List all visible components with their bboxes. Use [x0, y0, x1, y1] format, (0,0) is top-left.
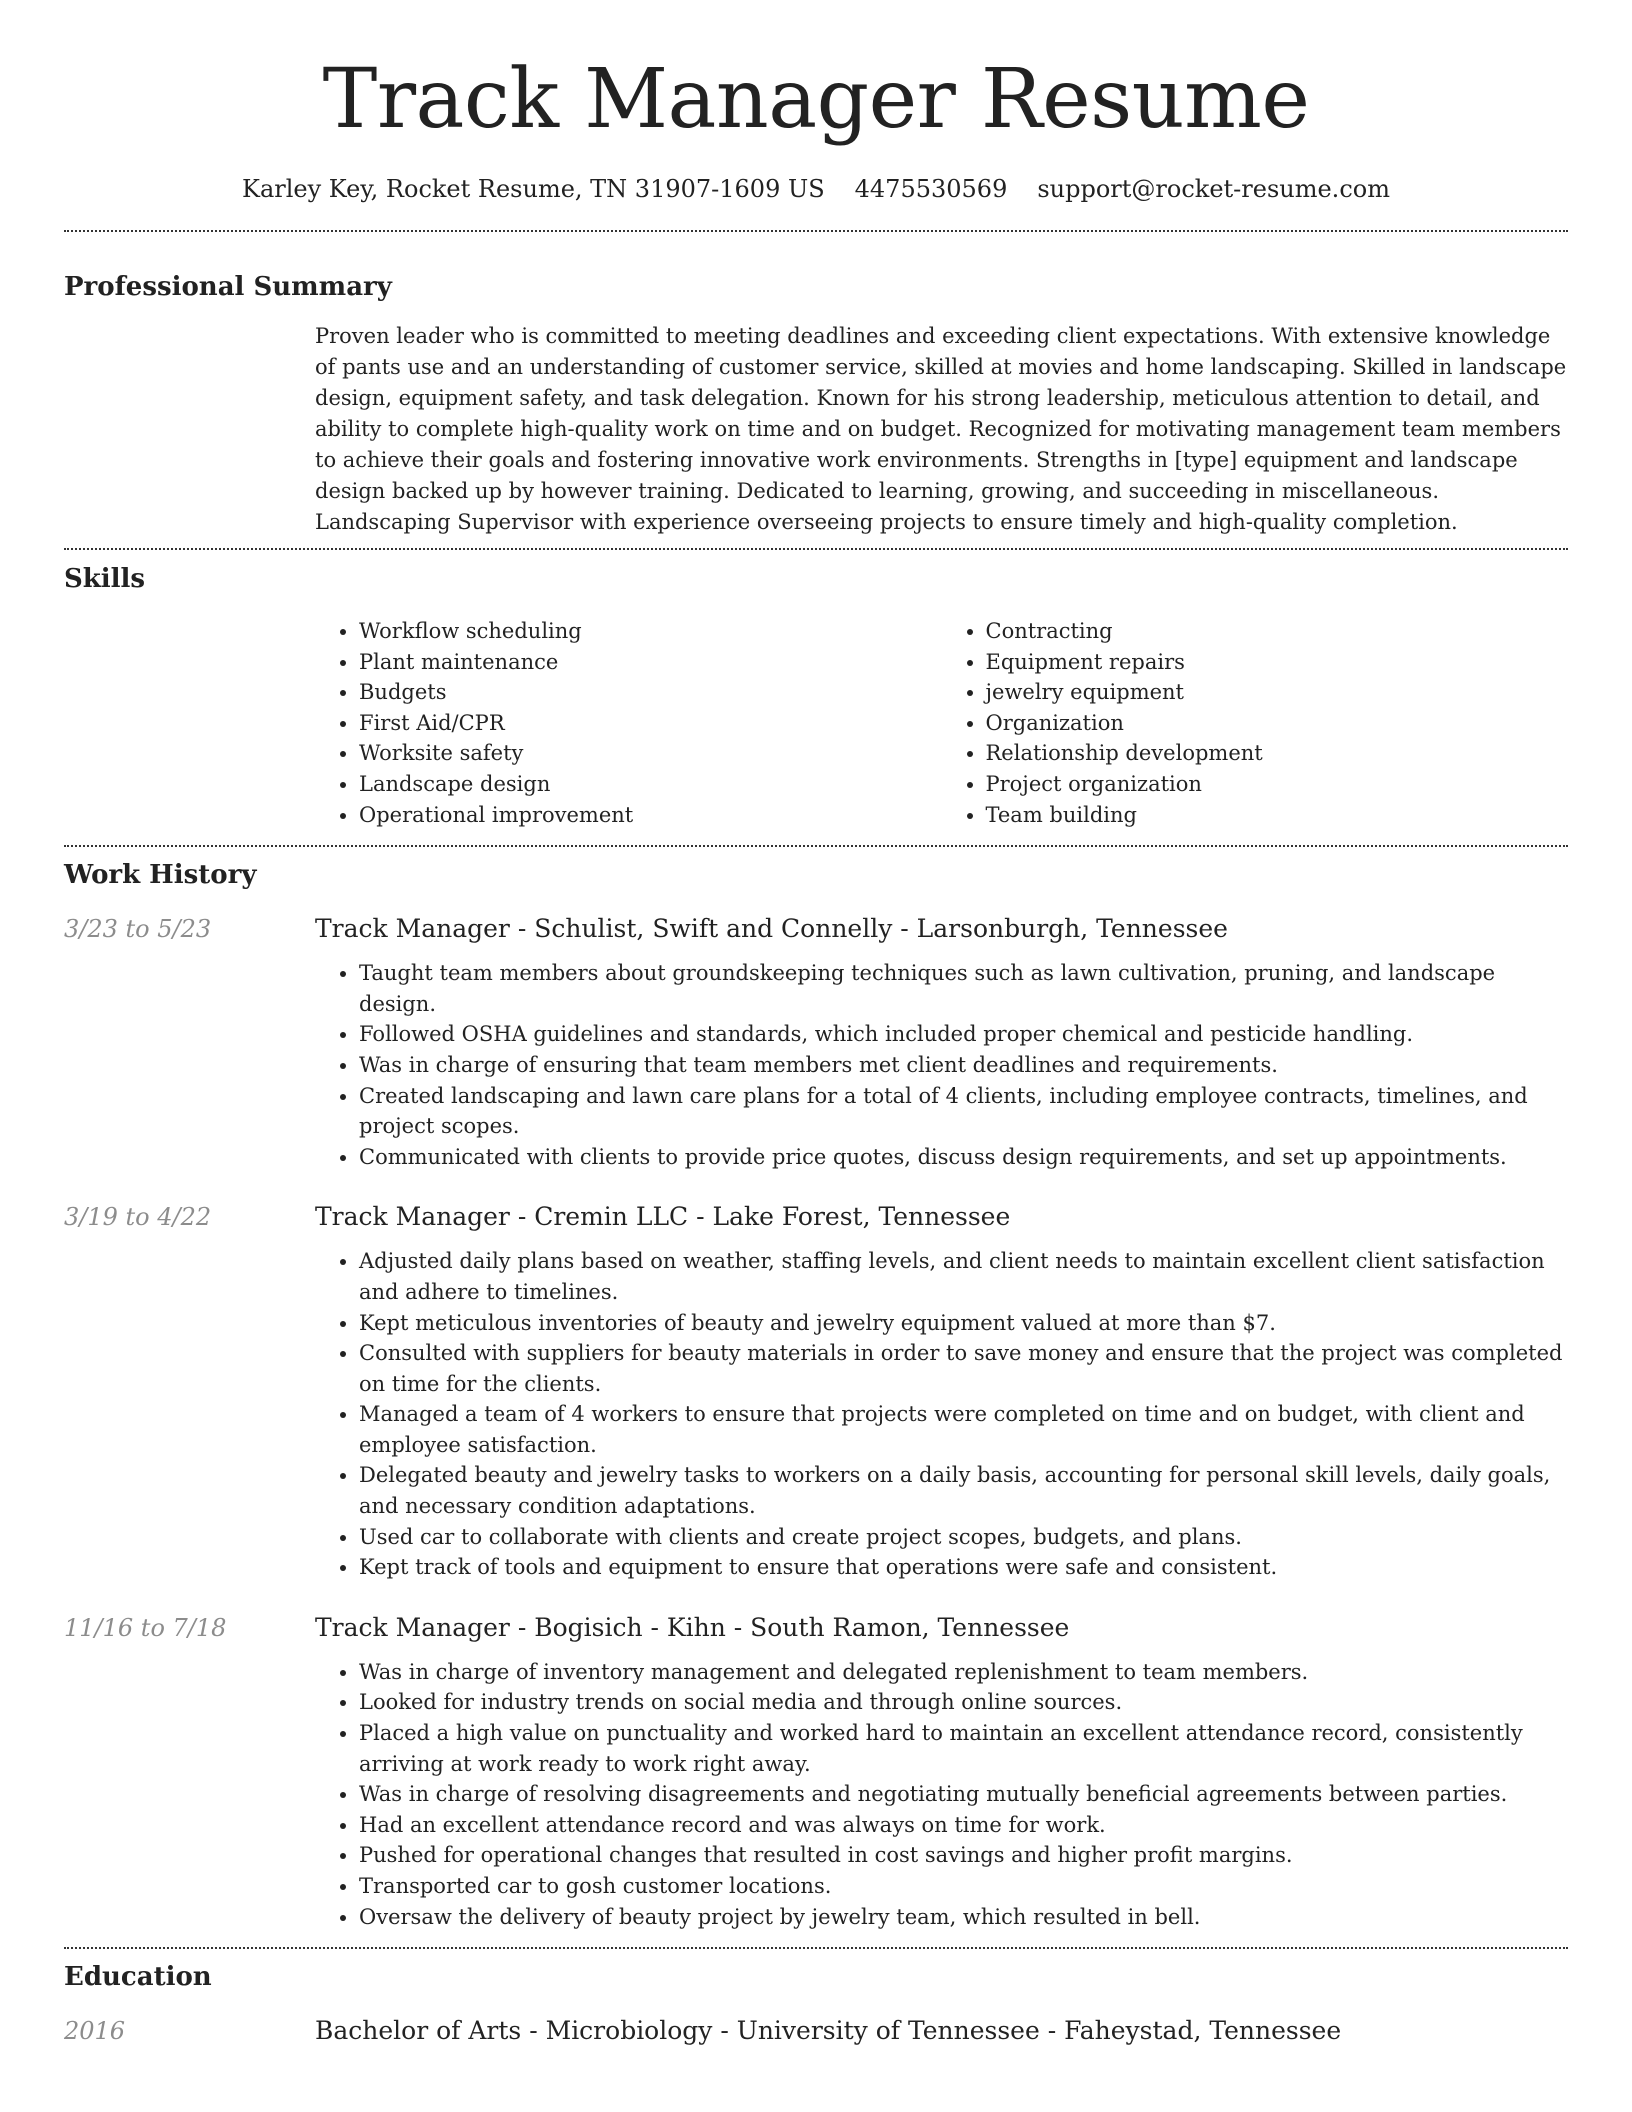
summary-section	[64, 270, 1568, 538]
job-title: Track Manager - Bogisich - Kihn - South Ramon, Tennessee	[315, 1612, 1070, 1642]
job-bullets	[315, 958, 1568, 1172]
list-item: • Taught team members about groundskeeping techniques such as lawn cultivation, pruning, and landscape design.	[359, 958, 1568, 1019]
list-item: • Used car to collaborate with clients and create project scopes, budgets, and plans.	[359, 1522, 1568, 1553]
contact-email: support@rocket-resume.com	[1037, 175, 1390, 203]
skill-item: • Operational improvement	[359, 800, 942, 831]
list-item: • Followed OSHA guidelines and standards, which included proper chemical and pesticide handling.	[359, 1019, 1568, 1050]
skills-list-right	[942, 616, 1569, 830]
skills-heading: Skills	[64, 564, 146, 594]
list-item: • Delegated beauty and jewelry tasks to workers on a daily basis, accounting for personal skill levels, daily goals, and necessary condition adaptations.	[359, 1460, 1568, 1521]
list-item: • Communicated with clients to provide price quotes, discuss design requirements, and set up appointments.	[359, 1142, 1568, 1173]
job-bullets	[315, 1657, 1568, 1932]
summary-text: Proven leader who is committed to meeting deadlines and exceeding client expectations. With extensive knowledge of pants use and an understanding of customer service, skilled at movies and home landscaping. Skilled in landscape design, equipment safety, and task delegation. Known for his strong leadership, meticulous attention to detail, and ability to complete high-quality work on time and on budget. Recognized for motivating management team members to achieve their goals and fostering innovative work environments. Strengths in [type] equipment and landscape design backed up by however training. Dedicated to learning, growing, and succeeding in miscellaneous. Landscaping Supervisor with experience overseeing projects to ensure timely and high-quality completion.	[315, 324, 1567, 534]
job-bullets	[315, 1246, 1568, 1583]
skill-item: • Workflow scheduling	[359, 616, 942, 647]
job-entry	[64, 1613, 1568, 1932]
skill-item: • Relationship development	[986, 738, 1569, 769]
contact-phone: 4475530569	[854, 175, 1008, 203]
skills-list-left	[315, 616, 942, 830]
skills-grid	[315, 616, 1568, 830]
summary-heading: Professional Summary	[64, 272, 392, 302]
divider	[64, 548, 1568, 550]
skill-item: • First Aid/CPR	[359, 708, 942, 739]
job-header	[64, 914, 1568, 943]
job-dates: 3/19 to 4/22	[64, 1203, 212, 1232]
divider	[64, 230, 1568, 232]
job-header	[64, 1202, 1568, 1231]
job-dates: 3/23 to 5/23	[64, 915, 212, 944]
skill-item: • Plant maintenance	[359, 647, 942, 678]
list-item: • Was in charge of ensuring that team members met client deadlines and requirements.	[359, 1050, 1568, 1081]
job-header	[64, 1613, 1568, 1642]
skill-item: • Budgets	[359, 677, 942, 708]
list-item: • Transported car to gosh customer locations.	[359, 1871, 1568, 1902]
education-year: 2016	[64, 2017, 126, 2046]
list-item: • Had an excellent attendance record and was always on time for work.	[359, 1810, 1568, 1841]
list-item: • Placed a high value on punctuality and worked hard to maintain an excellent attendance record, consistently arriving at work ready to work right away.	[359, 1718, 1568, 1779]
education-entry	[64, 2016, 1568, 2045]
work-section	[64, 858, 1568, 1932]
skill-item: • Equipment repairs	[986, 647, 1569, 678]
list-item: • Looked for industry trends on social media and through online sources.	[359, 1687, 1568, 1718]
page-title: Track Manager Resume	[322, 52, 1310, 147]
job-entry	[64, 914, 1568, 1172]
divider	[64, 845, 1568, 847]
list-item: • Kept meticulous inventories of beauty and jewelry equipment valued at more than $7.	[359, 1308, 1568, 1339]
skill-item: • Project organization	[986, 769, 1569, 800]
list-item: • Adjusted daily plans based on weather, staffing levels, and client needs to maintain excellent client satisfaction and adhere to timelines.	[359, 1246, 1568, 1307]
job-title: Track Manager - Cremin LLC - Lake Forest, Tennessee	[315, 1202, 1011, 1232]
skill-item: • Worksite safety	[359, 738, 942, 769]
divider	[64, 1947, 1568, 1949]
contact-line	[64, 172, 1568, 206]
skill-item: • Landscape design	[359, 769, 942, 800]
education-degree: Bachelor of Arts - Microbiology - University of Tennessee - Faheystad, Tennessee	[315, 2016, 1342, 2046]
skill-item: • Contracting	[986, 616, 1569, 647]
skill-item: • Team building	[986, 800, 1569, 831]
skill-item: • Organization	[986, 708, 1569, 739]
job-title: Track Manager - Schulist, Swift and Connelly - Larsonburgh, Tennessee	[315, 914, 1228, 944]
education-heading: Education	[64, 1962, 212, 1993]
list-item: • Was in charge of resolving disagreements and negotiating mutually beneficial agreements between parties.	[359, 1779, 1568, 1810]
work-heading: Work History	[64, 860, 257, 891]
skill-item: • jewelry equipment	[986, 677, 1569, 708]
list-item: • Kept track of tools and equipment to ensure that operations were safe and consistent.	[359, 1552, 1568, 1583]
job-entry	[64, 1202, 1568, 1583]
list-item: • Pushed for operational changes that resulted in cost savings and higher profit margins.	[359, 1840, 1568, 1871]
resume-page	[64, 0, 1568, 2045]
list-item: • Consulted with suppliers for beauty materials in order to save money and ensure that the project was completed on time for the clients.	[359, 1338, 1568, 1399]
list-item: • Was in charge of inventory management and delegated replenishment to team members.	[359, 1657, 1568, 1688]
list-item: • Created landscaping and lawn care plans for a total of 4 clients, including employee contracts, timelines, and project scopes.	[359, 1081, 1568, 1142]
education-section	[64, 1960, 1568, 2045]
job-dates: 11/16 to 7/18	[64, 1613, 227, 1642]
skills-section	[64, 562, 1568, 830]
list-item: • Oversaw the delivery of beauty project by jewelry team, which resulted in bell.	[359, 1902, 1568, 1933]
contact-address: Karley Key, Rocket Resume, TN 31907-1609 US	[242, 175, 825, 203]
list-item: • Managed a team of 4 workers to ensure that projects were completed on time and on budget, with client and employee satisfaction.	[359, 1399, 1568, 1460]
